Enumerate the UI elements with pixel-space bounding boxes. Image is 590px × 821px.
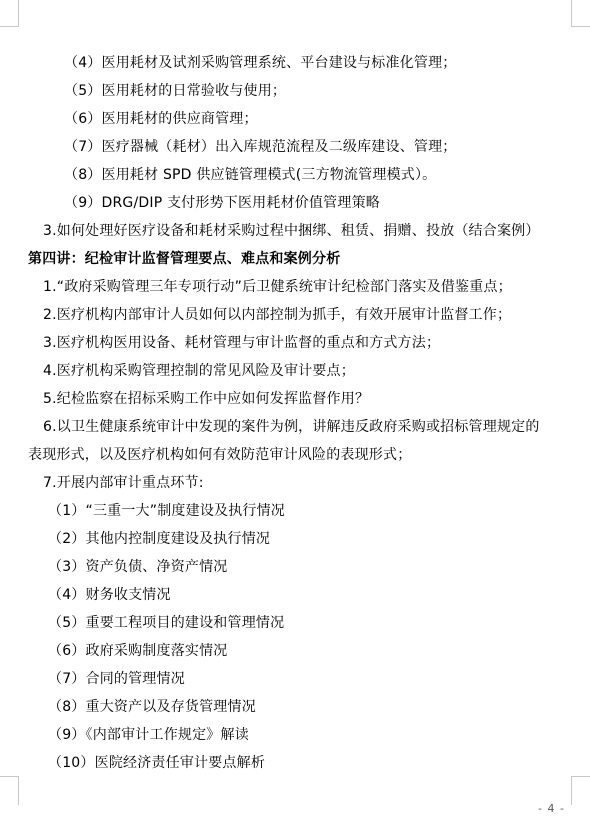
list-item: （6）医用耗材的供应商管理； [64,111,258,127]
section-heading: 第四讲：纪检审计监督管理要点、难点和案例分析 [28,251,341,267]
page-corner-mark-bottom-right [571,776,590,805]
list-item: （2）其他内控制度建设及执行情况 [48,531,271,547]
list-item: （9）《内部审计工作规定》解读 [48,727,249,743]
list-item: 1.“政府采购管理三年专项行动”后卫健系统审计纪检部门落实及借鉴重点； [43,279,512,295]
page-corner-mark-bottom-left [0,776,19,805]
page-corner-mark-top-left [0,0,19,27]
list-item: （5）重要工程项目的建设和管理情况 [48,615,285,631]
list-item: 7.开展内部审计重点环节: [43,475,204,491]
list-item: （8）医用耗材 SPD 供应链管理模式(三方物流管理模式）。 [64,167,437,183]
list-item: （4）医用耗材及试剂采购管理系统、平台建设与标准化管理； [64,55,457,71]
list-item: （3）资产负债、净资产情况 [48,559,228,575]
list-item: 3.医疗机构医用设备、耗材管理与审计监督的重点和方式方法； [43,335,441,351]
list-item: （5）医用耗材的日常验收与使用； [64,83,287,99]
list-item-continuation: 表现形式，以及医疗机构如何有效防范审计风险的表现形式； [28,447,412,463]
list-item: 5.纪检监察在招标采购工作中应如何发挥监督作用？ [43,391,370,407]
list-item: （6）政府采购制度落实情况 [48,643,228,659]
list-item: （4）财务收支情况 [48,587,171,603]
list-item: 6.以卫生健康系统审计中发现的案件为例，讲解违反政府采购或招标管理规定的 [43,419,540,435]
page-number: - 4 - [538,802,565,815]
list-item: （7）合同的管理情况 [48,671,185,687]
page-corner-mark-top-right [571,0,590,27]
list-item: （8）重大资产以及存货管理情况 [48,699,256,715]
list-item: （9）DRG/DIP 支付形势下医用耗材价值管理策略 [64,195,380,211]
list-item: 4.医疗机构采购管理控制的常见风险及审计要点； [43,363,355,379]
list-item: 3.如何处理好医疗设备和耗材采购过程中捆绑、租赁、捐赠、投放（结合案例） [43,223,540,239]
list-item: （7）医疗器械（耗材）出入库规范流程及二级库建设、管理； [64,139,457,155]
list-item: 2.医疗机构内部审计人员如何以内部控制为抓手，有效开展审计监督工作； [43,307,512,323]
list-item: （1）“三重一大”制度建设及执行情况 [48,503,286,519]
list-item: （10）医院经济责任审计要点解析 [48,755,266,771]
